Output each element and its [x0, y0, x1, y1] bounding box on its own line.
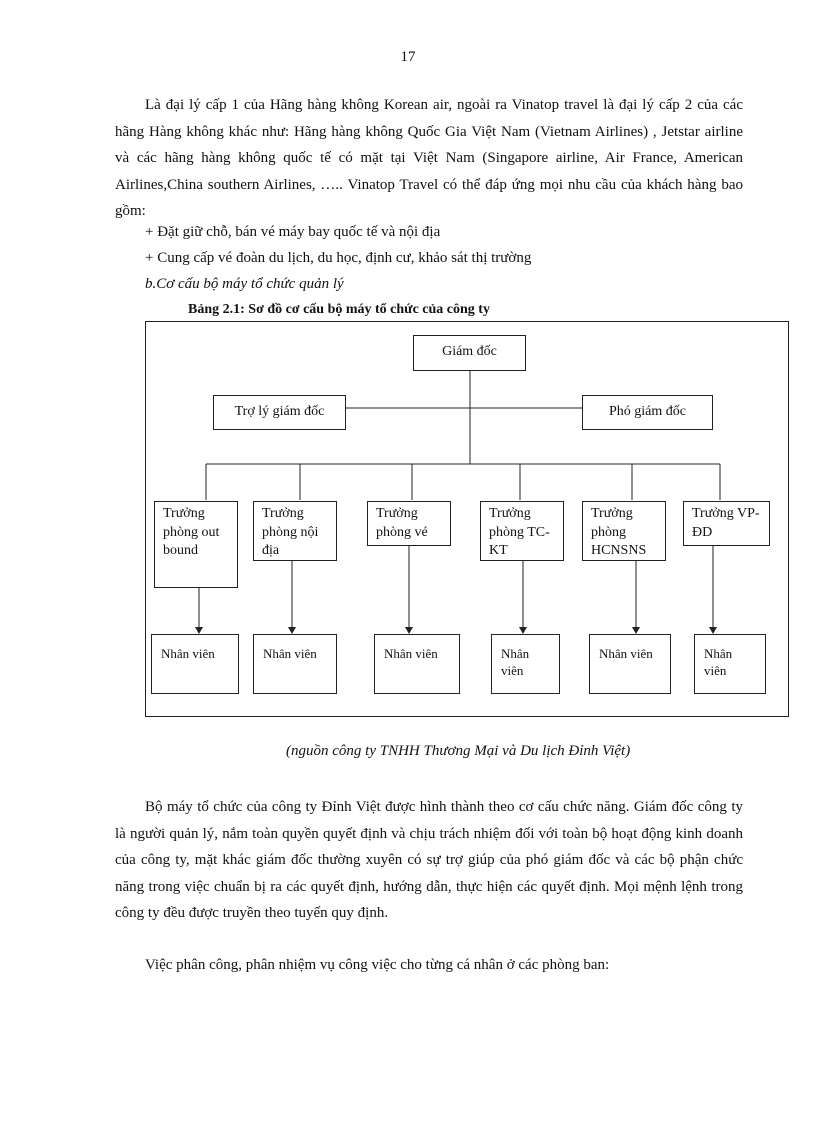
department-head-ticketing: Trưởng phòng vé	[367, 501, 451, 546]
department-head-finance: Trưởng phòng TC-KT	[480, 501, 564, 561]
source-note: (nguồn công ty TNHH Thương Mại và Du lịch Đỉnh Việt)	[286, 743, 631, 759]
department-head-outbound: Trưởng phòng out bound	[154, 501, 238, 588]
bullet-item-2: + Cung cấp vé đoàn du lịch, du học, định cư, khảo sát thị trường	[145, 250, 532, 266]
staff-box-office: Nhân viên	[694, 634, 766, 694]
department-head-office: Trưởng VP-ĐD	[683, 501, 770, 546]
deputy-director-box: Phó giám đốc	[582, 395, 713, 430]
department-head-hr: Trưởng phòng HCNSNS	[582, 501, 666, 561]
org-description-paragraph: Bộ máy tổ chức của công ty Đỉnh Việt được hình thành theo cơ cấu chức năng. Giám đốc công ty là người quản lý, nắm toàn quyền quyết định và chịu trách nhiệm đối với toàn bộ hoạt động kinh doanh của công ty, mặt khác giám đốc thường xuyên có sự trợ giúp của phó giám đốc và các bộ phận chức năng trong việc chuẩn bị ra các quyết định, hướng dẫn, thực hiện các quyết định. Mọi mệnh lệnh trong công ty đều được truyền theo tuyến quy định.	[115, 799, 743, 921]
task-assignment-paragraph: Việc phân công, phân nhiệm vụ công việc cho từng cá nhân ở các phòng ban:	[145, 957, 610, 973]
bullet-item-1: + Đặt giữ chỗ, bán vé máy bay quốc tế và nội địa	[145, 224, 441, 240]
section-heading: b.Cơ cấu bộ máy tổ chức quản lý	[145, 276, 344, 292]
staff-box-ticketing: Nhân viên	[374, 634, 460, 694]
assistant-director-box: Trợ lý giám đốc	[213, 395, 346, 430]
department-head-domestic: Trưởng phòng nội địa	[253, 501, 337, 561]
intro-paragraph: Là đại lý cấp 1 của Hãng hàng không Korean air, ngoài ra Vinatop travel là đại lý cấp 2 của các hãng Hàng không khác như: Hãng hàng không Quốc Gia Việt Nam (Vietnam Airlines) , Jetstar airline và các hãng hàng không quốc tế có mặt tại Việt Nam (Singapore airline, Air France, American Airlines,China southern Airlines, ….. Vinatop Travel có thể đáp ứng mọi nhu cầu của khách hàng bao gồm:	[115, 97, 743, 219]
table-caption: Bảng 2.1: Sơ đồ cơ cấu bộ máy tổ chức của công ty	[188, 302, 490, 317]
director-box: Giám đốc	[413, 335, 526, 371]
page-number: 17	[400, 49, 416, 65]
staff-box-finance: Nhân viên	[491, 634, 560, 694]
staff-box-domestic: Nhân viên	[253, 634, 337, 694]
staff-box-outbound: Nhân viên	[151, 634, 239, 694]
staff-box-hr: Nhân viên	[589, 634, 671, 694]
